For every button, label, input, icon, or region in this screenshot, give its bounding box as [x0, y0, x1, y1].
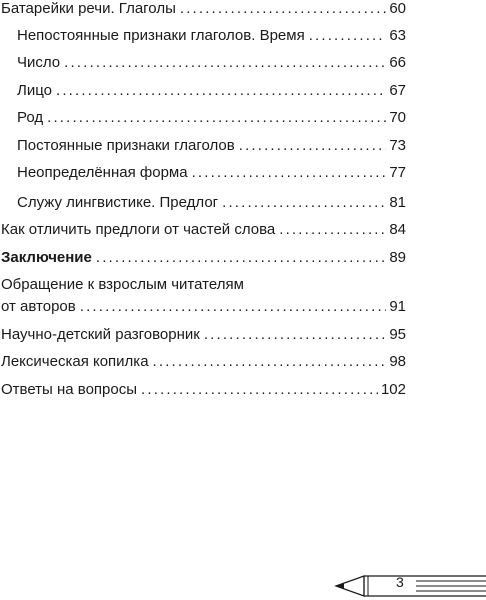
toc-entry-page: 60	[389, 0, 406, 17]
dot-leader	[153, 353, 387, 371]
dot-leader	[141, 381, 378, 399]
toc-entry-title: Ответы на вопросы	[1, 381, 138, 398]
toc-entry-page: 91	[389, 298, 406, 315]
toc-entry-title: Постоянные признаки глаголов	[17, 137, 235, 154]
toc-entry-page: 66	[389, 54, 406, 71]
toc-entry-conclusion[interactable]	[1, 249, 406, 267]
dot-leader	[192, 164, 387, 182]
dot-leader	[204, 326, 386, 344]
toc-entry-title: Число	[17, 54, 61, 71]
toc-entry-title: Неопределённая форма	[17, 164, 188, 181]
toc-entry-page: 67	[389, 82, 406, 99]
toc-entry-page: 89	[389, 249, 406, 266]
page-footer	[334, 568, 486, 600]
toc-entry[interactable]	[17, 54, 406, 72]
toc-entry-title: Служу лингвистике. Предлог	[17, 194, 219, 211]
toc-entry[interactable]	[1, 0, 406, 18]
toc-entry[interactable]	[17, 109, 406, 127]
dot-leader	[47, 109, 386, 127]
toc-entry[interactable]	[1, 221, 406, 239]
toc-entry-page: 81	[389, 194, 406, 211]
dot-leader	[279, 221, 386, 239]
toc-entry-title: Непостоянные признаки глаголов. Время	[17, 27, 305, 44]
toc-entry[interactable]	[17, 137, 406, 155]
dot-leader	[309, 27, 387, 45]
toc-entry-title: Батарейки речи. Глаголы	[1, 0, 176, 17]
toc-entry-title: Заключение	[1, 249, 92, 266]
toc-entry-page: 84	[389, 221, 406, 238]
toc-entry-title: Как отличить предлоги от частей слова	[1, 221, 276, 238]
toc-entry-page: 98	[389, 353, 406, 370]
toc-entry[interactable]	[1, 298, 406, 316]
toc-entry-page: 77	[389, 164, 406, 181]
dot-leader	[56, 82, 386, 100]
dot-leader	[180, 0, 386, 18]
toc-entry-page: 102	[380, 381, 406, 398]
dot-leader	[80, 298, 387, 316]
dot-leader	[64, 54, 386, 72]
toc-entry[interactable]	[17, 194, 406, 212]
dot-leader	[96, 249, 386, 267]
toc-entry-page: 95	[389, 326, 406, 343]
pencil-icon	[334, 568, 486, 600]
toc-entry-title: Род	[17, 109, 44, 126]
toc-entry[interactable]	[17, 82, 406, 100]
toc-entry-title: Научно-детский разговорник	[1, 326, 200, 343]
toc-entry[interactable]	[1, 381, 406, 399]
toc-entry[interactable]	[17, 164, 406, 182]
dot-leader	[222, 194, 386, 212]
toc-entry-page: 63	[389, 27, 406, 44]
toc-entry-page: 70	[389, 109, 406, 126]
toc-entry-title: Лексическая копилка	[1, 353, 149, 370]
toc-entry-title: от авторов	[1, 298, 76, 315]
toc-entry-title: Лицо	[17, 82, 52, 99]
toc-entry-title-line1[interactable]: Обращение к взрослым читателям	[1, 276, 244, 293]
toc-entry[interactable]	[1, 353, 406, 371]
dot-leader	[239, 137, 387, 155]
toc-entry[interactable]	[1, 326, 406, 344]
toc-entry-page: 73	[389, 137, 406, 154]
page-number: 3	[396, 574, 404, 590]
toc-entry[interactable]	[17, 27, 406, 45]
